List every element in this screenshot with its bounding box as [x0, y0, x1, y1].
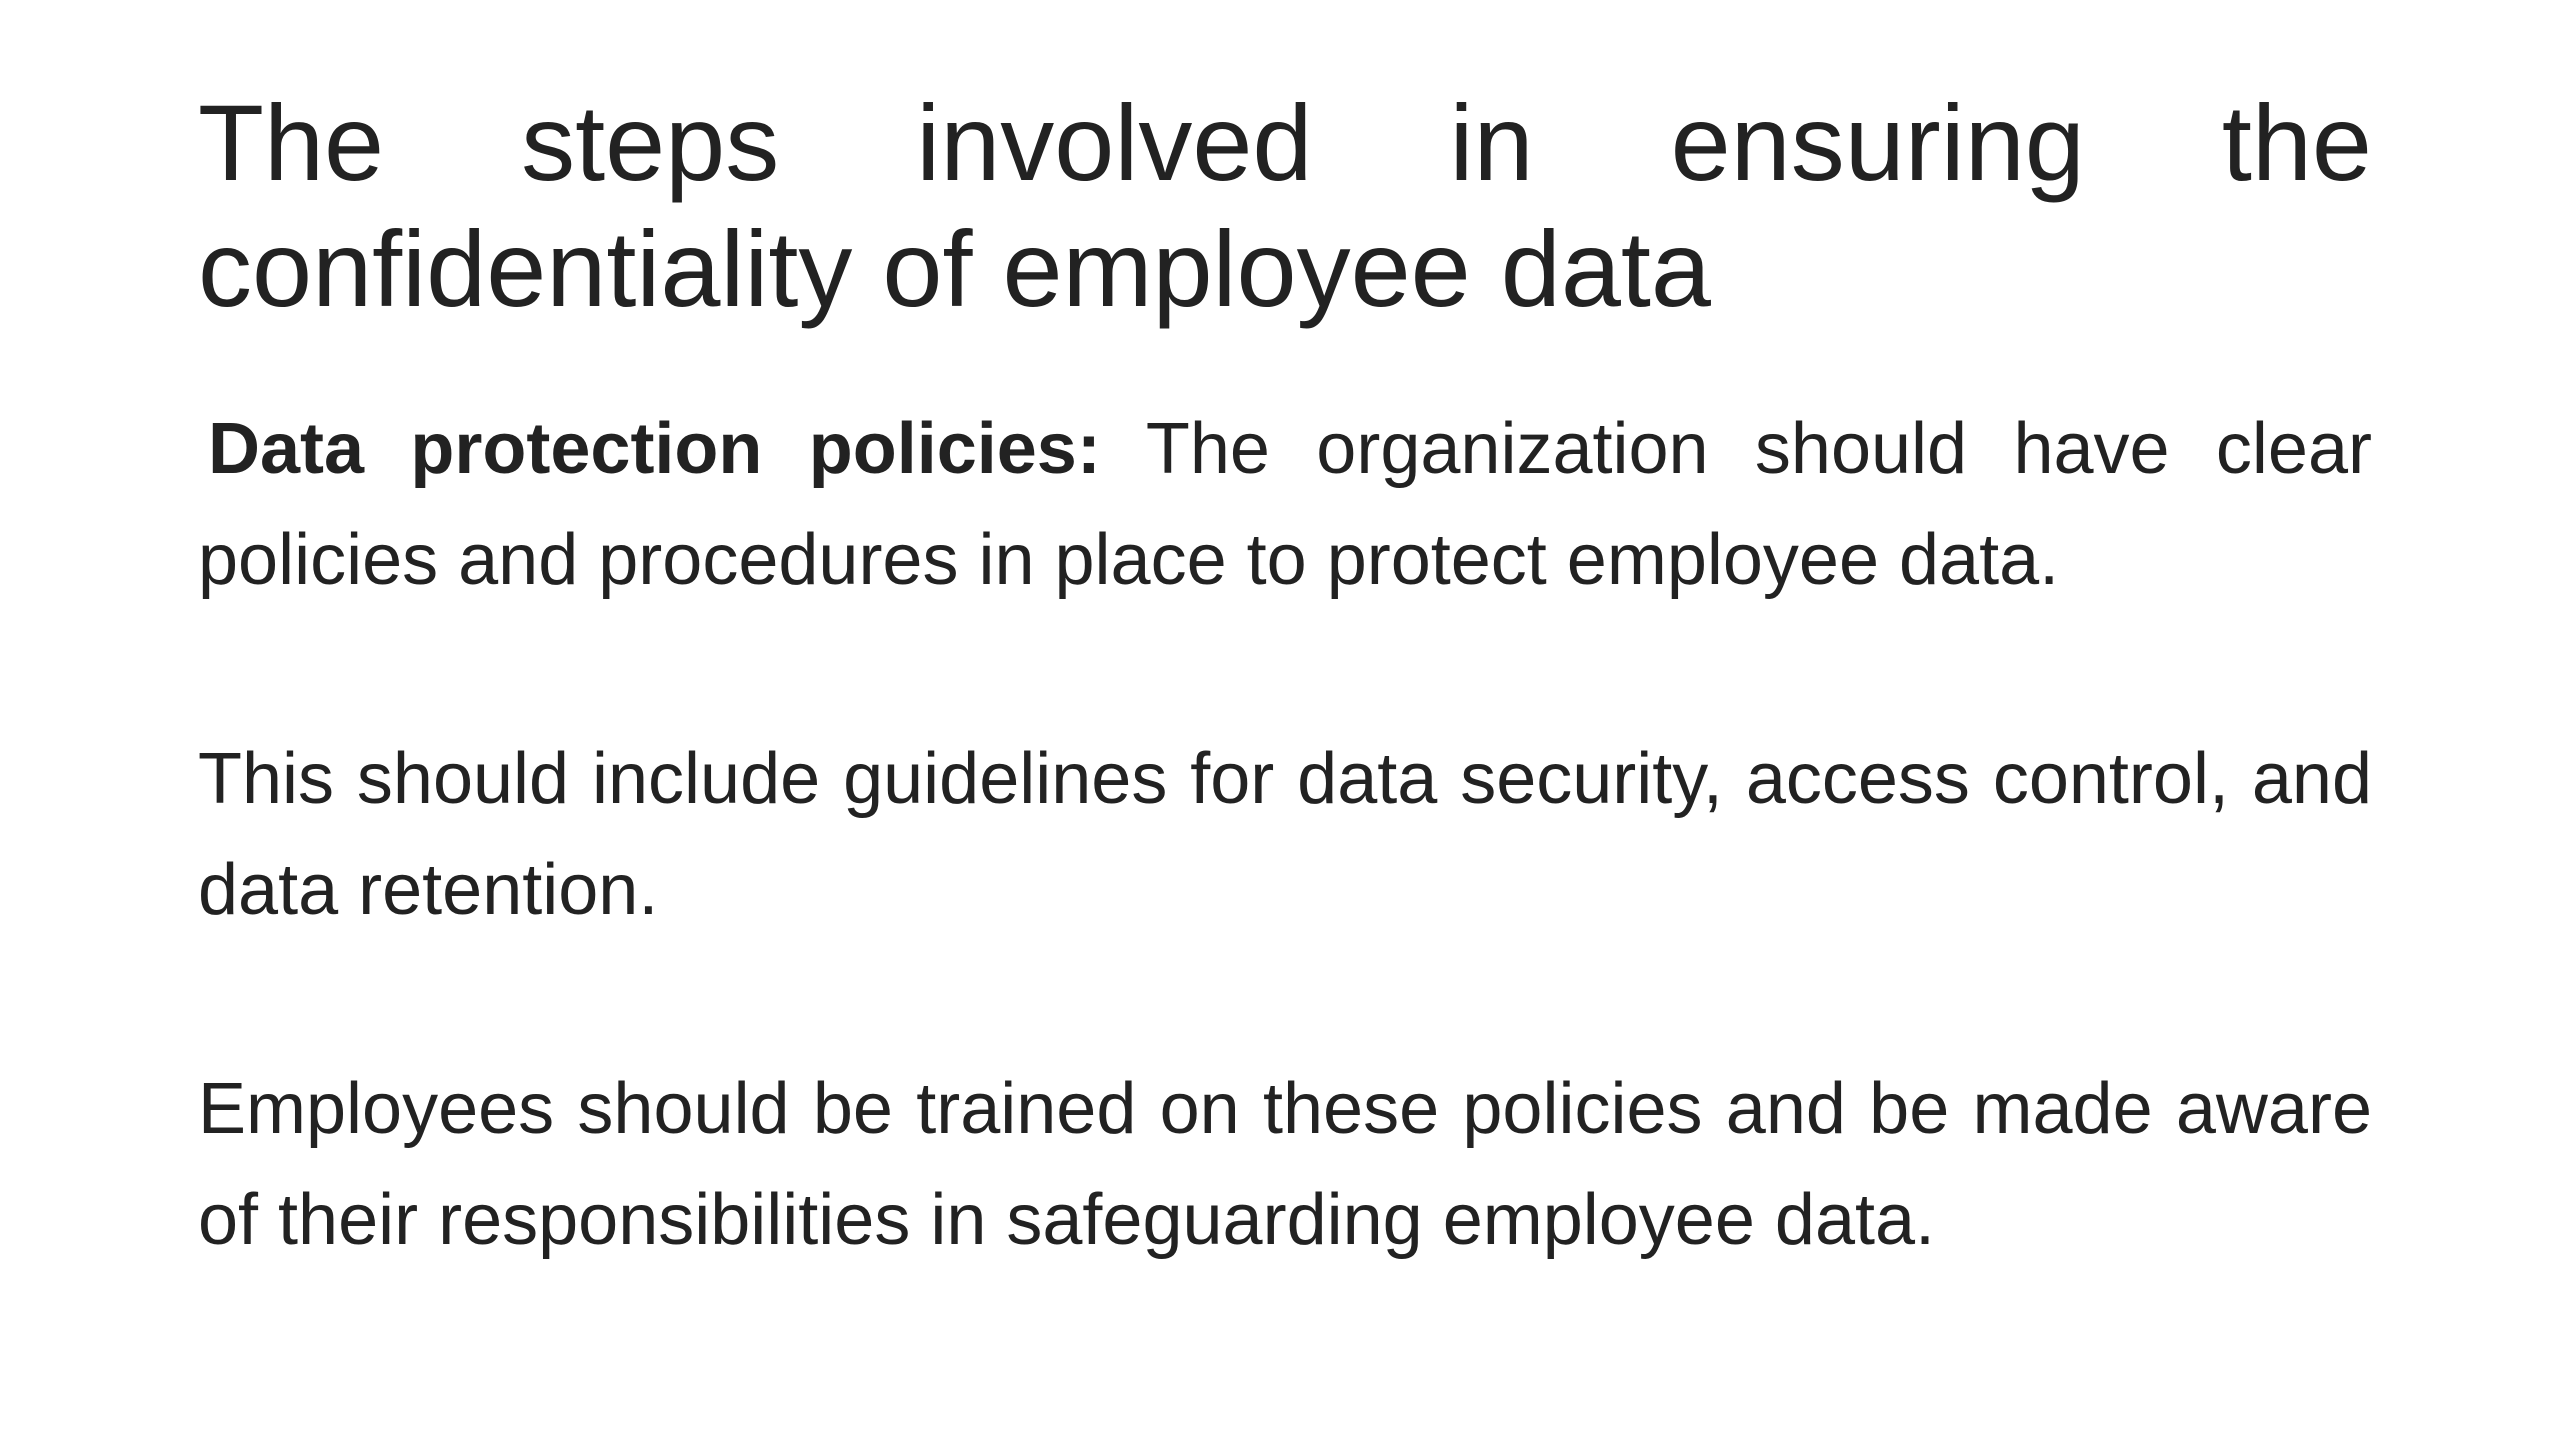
document-page	[198, 80, 2372, 1276]
page-title: The steps involved in ensuring the confidentiality of employee data	[198, 82, 2372, 329]
paragraph-body: The organization should have clear policies and procedures in place to protect employee data.	[198, 409, 2372, 600]
paragraph-data-protection-policies	[198, 394, 2372, 616]
paragraph-training: Employees should be trained on these policies and be made aware of their responsibilities in safeguarding employee data.	[198, 1069, 2372, 1260]
paragraph-lead-label: Data protection policies:	[208, 409, 1101, 489]
paragraph-guidelines: This should include guidelines for data security, access control, and data retention.	[198, 739, 2372, 930]
